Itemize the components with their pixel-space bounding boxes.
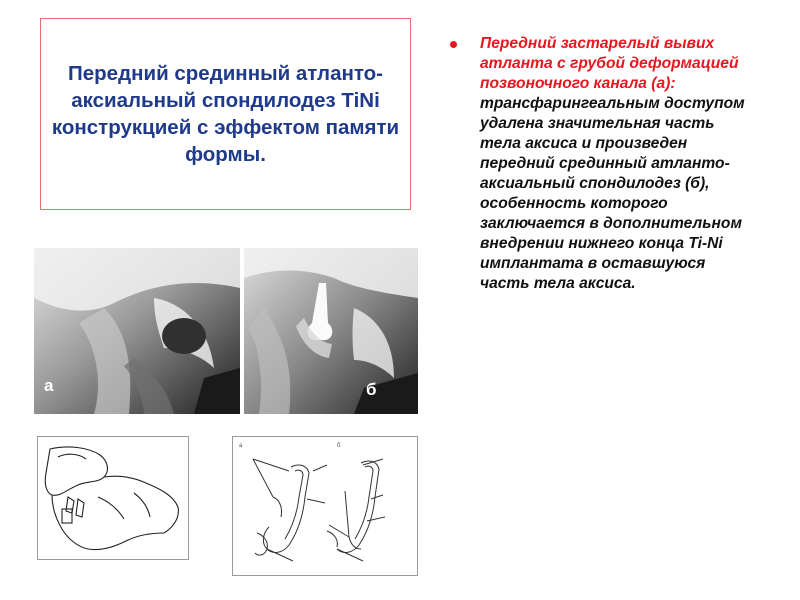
bullet-item [450,34,750,294]
title-box [40,18,411,210]
slide-title: Передний срединный атланто-аксиальный спондилодез TiNi конструкцией с эффектом памяти формы. [51,62,400,166]
xray-b-graphic [244,248,418,414]
bullet-text-black: трансфарингеальным доступом удалена значительная часть тела аксиса и произведен передний срединный атланто-аксиальный спондилодез (б), особенность которого заключается в дополнительном внедрении нижнего конца Ti-Ni имплантата в оставшуюся часть тела аксиса. [480,95,745,292]
image-label-b: б [366,380,377,399]
xray-image-a [34,248,240,414]
bullet-text-red: Передний застарелый вывих атланта с грубой деформацией позвоночного канала (а): [480,35,739,92]
bullet-text [480,34,750,294]
line-drawing-right [232,436,418,576]
implant-drawing [233,437,417,575]
vertebra-drawing [38,437,188,559]
xray-a-graphic [34,248,240,414]
image-label-a: а [44,376,54,395]
line-drawing-left [37,436,189,560]
svg-text:б: б [337,443,341,449]
svg-text:а: а [239,443,243,449]
xray-image-b [244,248,418,414]
bullet-icon [450,41,457,48]
